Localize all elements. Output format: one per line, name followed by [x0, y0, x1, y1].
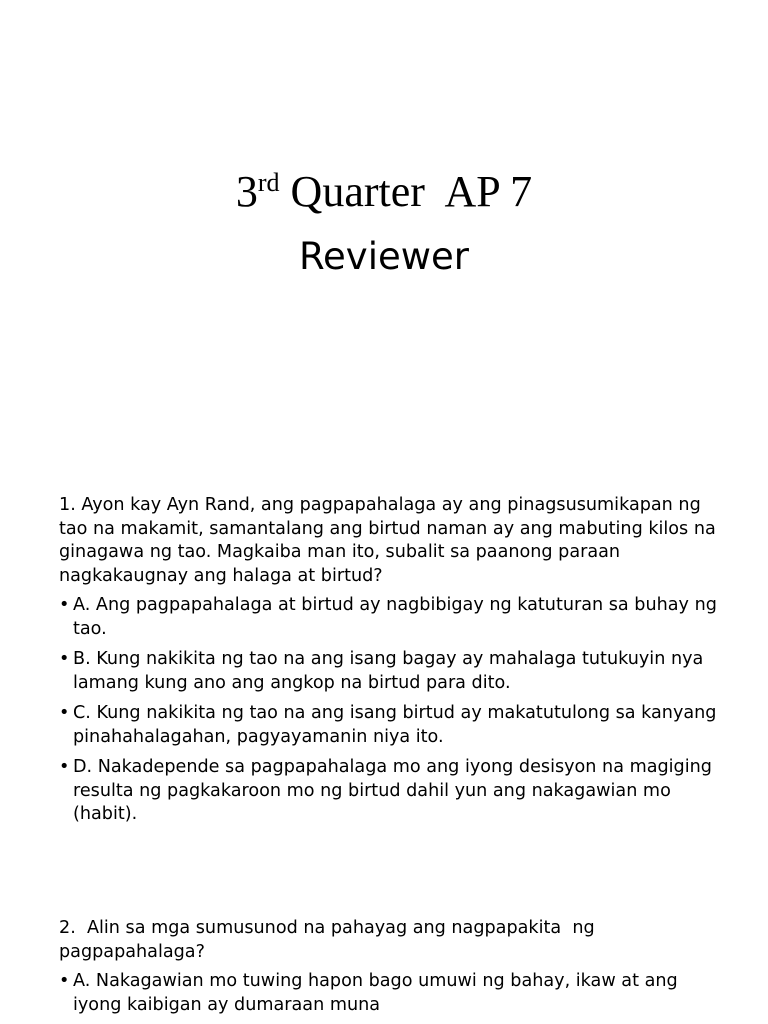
option-1b [59, 648, 719, 695]
bullet-icon: • [59, 757, 70, 777]
option-1c [59, 702, 719, 749]
bullet-icon: • [59, 595, 70, 615]
bullet-icon: • [59, 971, 70, 991]
title-rest: Quarter AP 7 [279, 167, 533, 216]
option-2a [59, 970, 719, 1017]
option-1c-text: C. Kung nakikita ng tao na ang isang birtud ay makatutulong sa kanyang pinahahalagahan, pagyayamanin niya ito. [73, 703, 717, 747]
option-1d [59, 756, 719, 827]
question-1-text: 1. Ayon kay Ayn Rand, ang pagpapahalaga ay ang pinagsusumikapan ng tao na makamit, samantalang ang birtud naman ay ang mabuting kilos na ginagawa ng tao. Magkaiba man ito, subalit sa paanong paraan nagkakaugnay ang halaga at birtud? [59, 495, 716, 586]
option-1b-text: B. Kung nakikita ng tao na ang isang bagay ay mahalaga tutukuyin nya lamang kung ano ang angkop na birtud para dito. [73, 649, 704, 693]
question-2-text: 2. Alin sa mga sumusunod na pahayag ang nagpapakita ng pagpapahalaga? [59, 918, 601, 962]
question-2-options [59, 970, 719, 1017]
question-1-options [59, 594, 719, 827]
title-superscript: rd [257, 168, 280, 197]
option-1a-text: A. Ang pagpapahalaga at birtud ay nagbibigay ng katuturan sa buhay ng tao. [73, 595, 717, 639]
option-1a [59, 594, 719, 641]
bullet-icon: • [59, 649, 70, 669]
question-block-1 [59, 494, 719, 834]
page-subtitle: Reviewer [299, 235, 469, 278]
option-1d-text: D. Nakadepende sa pagpapahalaga mo ang iyong desisyon na magiging resulta ng pagkakaroon mo ng birtud dahil yun ang nakagawian mo (habit). [73, 757, 712, 824]
page-title [0, 167, 768, 216]
title-number: 3 [235, 167, 258, 216]
question-block-2 [59, 917, 719, 1024]
option-2a-text: A. Nakagawian mo tuwing hapon bago umuwi ng bahay, ikaw at ang iyong kaibigan ay dumaraan muna [73, 971, 678, 1015]
bullet-icon: • [59, 703, 70, 723]
